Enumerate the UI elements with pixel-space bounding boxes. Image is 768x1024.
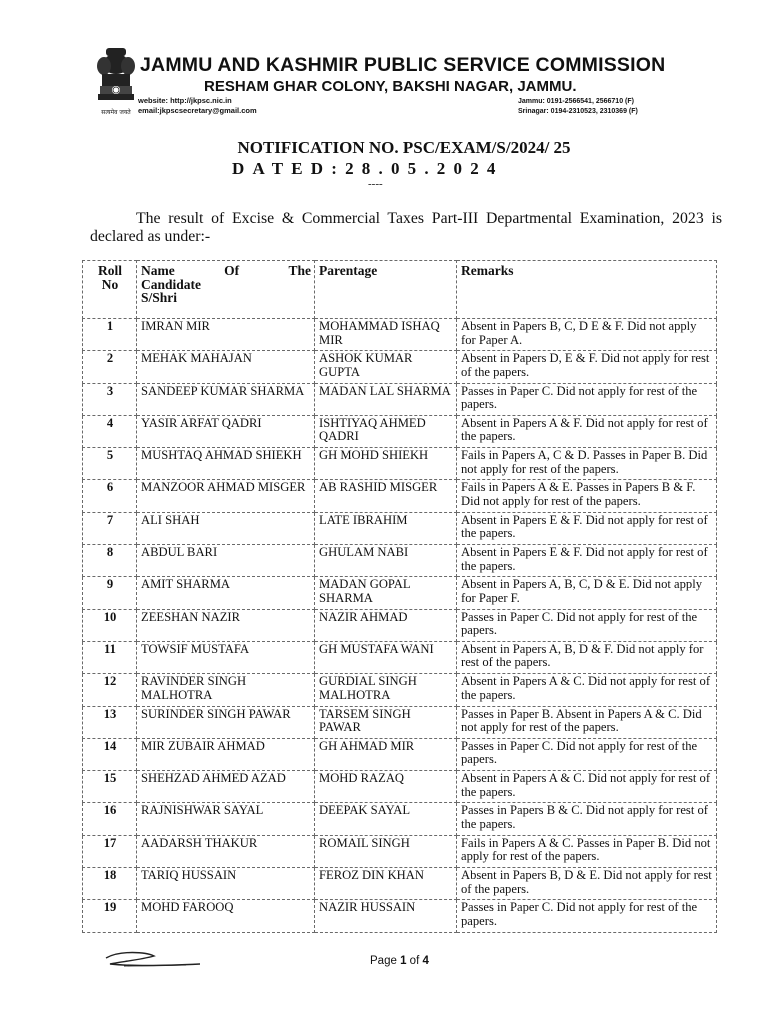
roll-cell: 2 — [83, 351, 137, 383]
remarks-cell: Passes in Paper B. Absent in Papers A & C. Did not apply for rest of the papers. — [457, 706, 717, 738]
roll-cell: 9 — [83, 577, 137, 609]
parentage-cell: AB RASHID MISGER — [315, 480, 457, 512]
name-cell: MIR ZUBAIR AHMAD — [137, 738, 315, 770]
name-cell: ZEESHAN NAZIR — [137, 609, 315, 641]
phone-jammu: Jammu: 0191-2566541, 2566710 (F) — [518, 98, 634, 105]
page-number: Page 1 of 4 — [370, 955, 429, 967]
phone-srinagar: Srinagar: 0194-2310523, 2310369 (F) — [518, 108, 638, 115]
parentage-cell: GH MOHD SHIEKH — [315, 448, 457, 480]
header-candidate-name: Name Of The Candidate S/Shri — [137, 261, 315, 319]
table-row — [83, 512, 717, 544]
table-row — [83, 900, 717, 932]
contact-phones — [518, 97, 638, 117]
roll-cell: 16 — [83, 803, 137, 835]
roll-cell: 15 — [83, 771, 137, 803]
remarks-cell: Absent in Papers E & F. Did not apply for rest of the papers. — [457, 545, 717, 577]
roll-cell: 19 — [83, 900, 137, 932]
roll-cell: 18 — [83, 868, 137, 900]
parentage-cell: GURDIAL SINGH MALHOTRA — [315, 674, 457, 706]
table-row — [83, 319, 717, 351]
results-table — [82, 260, 717, 933]
name-cell: MUSHTAQ AHMAD SHIEKH — [137, 448, 315, 480]
parentage-cell: LATE IBRAHIM — [315, 512, 457, 544]
roll-cell: 3 — [83, 383, 137, 415]
header-roll-no: Roll No — [83, 261, 137, 319]
roll-cell: 14 — [83, 738, 137, 770]
parentage-cell: GHULAM NABI — [315, 545, 457, 577]
name-cell: MEHAK MAHAJAN — [137, 351, 315, 383]
emblem-motto: सत्यमेव जयते — [101, 109, 131, 116]
parentage-cell: GH MUSTAFA WANI — [315, 641, 457, 673]
parentage-cell: FEROZ DIN KHAN — [315, 868, 457, 900]
signature-scribble — [100, 944, 210, 974]
remarks-cell: Fails in Papers A & C. Passes in Paper B. Did not apply for rest of the papers. — [457, 835, 717, 867]
name-cell: MANZOOR AHMAD MISGER — [137, 480, 315, 512]
intro-paragraph: The result of Excise & Commercial Taxes Part-III Departmental Examination, 2023 is declared as under:- — [90, 210, 722, 245]
parentage-cell: MADAN LAL SHARMA — [315, 383, 457, 415]
name-cell: MOHD FAROOQ — [137, 900, 315, 932]
name-cell: TOWSIF MUSTAFA — [137, 641, 315, 673]
table-row — [83, 835, 717, 867]
name-cell: IMRAN MIR — [137, 319, 315, 351]
table-row — [83, 351, 717, 383]
name-cell: SURINDER SINGH PAWAR — [137, 706, 315, 738]
table-row — [83, 609, 717, 641]
remarks-cell: Absent in Papers A & C. Did not apply for rest of the papers. — [457, 771, 717, 803]
name-cell: ALI SHAH — [137, 512, 315, 544]
parentage-cell: ASHOK KUMAR GUPTA — [315, 351, 457, 383]
roll-cell: 4 — [83, 415, 137, 447]
name-cell: AMIT SHARMA — [137, 577, 315, 609]
contact-web-email — [138, 96, 257, 116]
table-row — [83, 415, 717, 447]
name-cell: SHEHZAD AHMED AZAD — [137, 771, 315, 803]
parentage-cell: TARSEM SINGH PAWAR — [315, 706, 457, 738]
table-row — [83, 448, 717, 480]
table-row — [83, 383, 717, 415]
parentage-cell: ROMAIL SINGH — [315, 835, 457, 867]
separator-line: ---- — [368, 178, 383, 190]
roll-cell: 17 — [83, 835, 137, 867]
remarks-cell: Absent in Papers D, E & F. Did not apply for rest of the papers. — [457, 351, 717, 383]
table-row — [83, 577, 717, 609]
table-row — [83, 771, 717, 803]
name-cell: TARIQ HUSSAIN — [137, 868, 315, 900]
remarks-cell: Passes in Paper C. Did not apply for rest of the papers. — [457, 609, 717, 641]
remarks-cell: Passes in Paper C. Did not apply for rest of the papers. — [457, 738, 717, 770]
remarks-cell: Absent in Papers A, B, C, D & E. Did not apply for Paper F. — [457, 577, 717, 609]
table-row — [83, 868, 717, 900]
parentage-cell: MOHD RAZAQ — [315, 771, 457, 803]
name-cell: RAJNISHWAR SAYAL — [137, 803, 315, 835]
table-row — [83, 641, 717, 673]
parentage-cell: DEEPAK SAYAL — [315, 803, 457, 835]
remarks-cell: Absent in Papers E & F. Did not apply for rest of the papers. — [457, 512, 717, 544]
roll-cell: 1 — [83, 319, 137, 351]
roll-cell: 11 — [83, 641, 137, 673]
roll-cell: 5 — [83, 448, 137, 480]
roll-cell: 6 — [83, 480, 137, 512]
parentage-cell: GH AHMAD MIR — [315, 738, 457, 770]
remarks-cell: Fails in Papers A & E. Passes in Papers B & F. Did not apply for rest of the papers. — [457, 480, 717, 512]
parentage-cell: MOHAMMAD ISHAQ MIR — [315, 319, 457, 351]
name-cell: SANDEEP KUMAR SHARMA — [137, 383, 315, 415]
roll-cell: 7 — [83, 512, 137, 544]
roll-cell: 12 — [83, 674, 137, 706]
notification-number: NOTIFICATION NO. PSC/EXAM/S/2024/ 25 — [237, 138, 571, 157]
name-cell: RAVINDER SINGH MALHOTRA — [137, 674, 315, 706]
remarks-cell: Absent in Papers A & F. Did not apply for rest of the papers. — [457, 415, 717, 447]
remarks-cell: Absent in Papers B, C, D E & F. Did not apply for Paper A. — [457, 319, 717, 351]
table-row — [83, 738, 717, 770]
name-cell: AADARSH THAKUR — [137, 835, 315, 867]
remarks-cell: Passes in Papers B & C. Did not apply for rest of the papers. — [457, 803, 717, 835]
table-row — [83, 706, 717, 738]
roll-cell: 13 — [83, 706, 137, 738]
table-row — [83, 803, 717, 835]
email-text: email:jkpscsecretary@gmail.com — [138, 106, 257, 115]
parentage-cell: NAZIR HUSSAIN — [315, 900, 457, 932]
notification-date: DATED:28.05.2024 — [232, 159, 504, 178]
table-row — [83, 674, 717, 706]
roll-cell: 10 — [83, 609, 137, 641]
roll-cell: 8 — [83, 545, 137, 577]
table-row — [83, 480, 717, 512]
remarks-cell: Absent in Papers A, B, D & F. Did not apply for rest of the papers. — [457, 641, 717, 673]
remarks-cell: Absent in Papers A & C. Did not apply for rest of the papers. — [457, 674, 717, 706]
header-parentage: Parentage — [315, 261, 457, 319]
parentage-cell: MADAN GOPAL SHARMA — [315, 577, 457, 609]
remarks-cell: Passes in Paper C. Did not apply for rest of the papers. — [457, 383, 717, 415]
remarks-cell: Fails in Papers A, C & D. Passes in Paper B. Did not apply for rest of the papers. — [457, 448, 717, 480]
table-header-row — [83, 261, 717, 319]
name-cell: YASIR ARFAT QADRI — [137, 415, 315, 447]
website-text: website: http://jkpsc.nic.in — [138, 96, 232, 105]
parentage-cell: ISHTIYAQ AHMED QADRI — [315, 415, 457, 447]
remarks-cell: Absent in Papers B, D & E. Did not apply for rest of the papers. — [457, 868, 717, 900]
letterhead — [88, 40, 728, 120]
remarks-cell: Passes in Paper C. Did not apply for rest of the papers. — [457, 900, 717, 932]
parentage-cell: NAZIR AHMAD — [315, 609, 457, 641]
table-row — [83, 545, 717, 577]
organization-address: RESHAM GHAR COLONY, BAKSHI NAGAR, JAMMU. — [204, 78, 577, 95]
name-cell: ABDUL BARI — [137, 545, 315, 577]
header-remarks: Remarks — [457, 261, 717, 319]
organization-name: JAMMU AND KASHMIR PUBLIC SERVICE COMMISSION — [140, 54, 666, 76]
